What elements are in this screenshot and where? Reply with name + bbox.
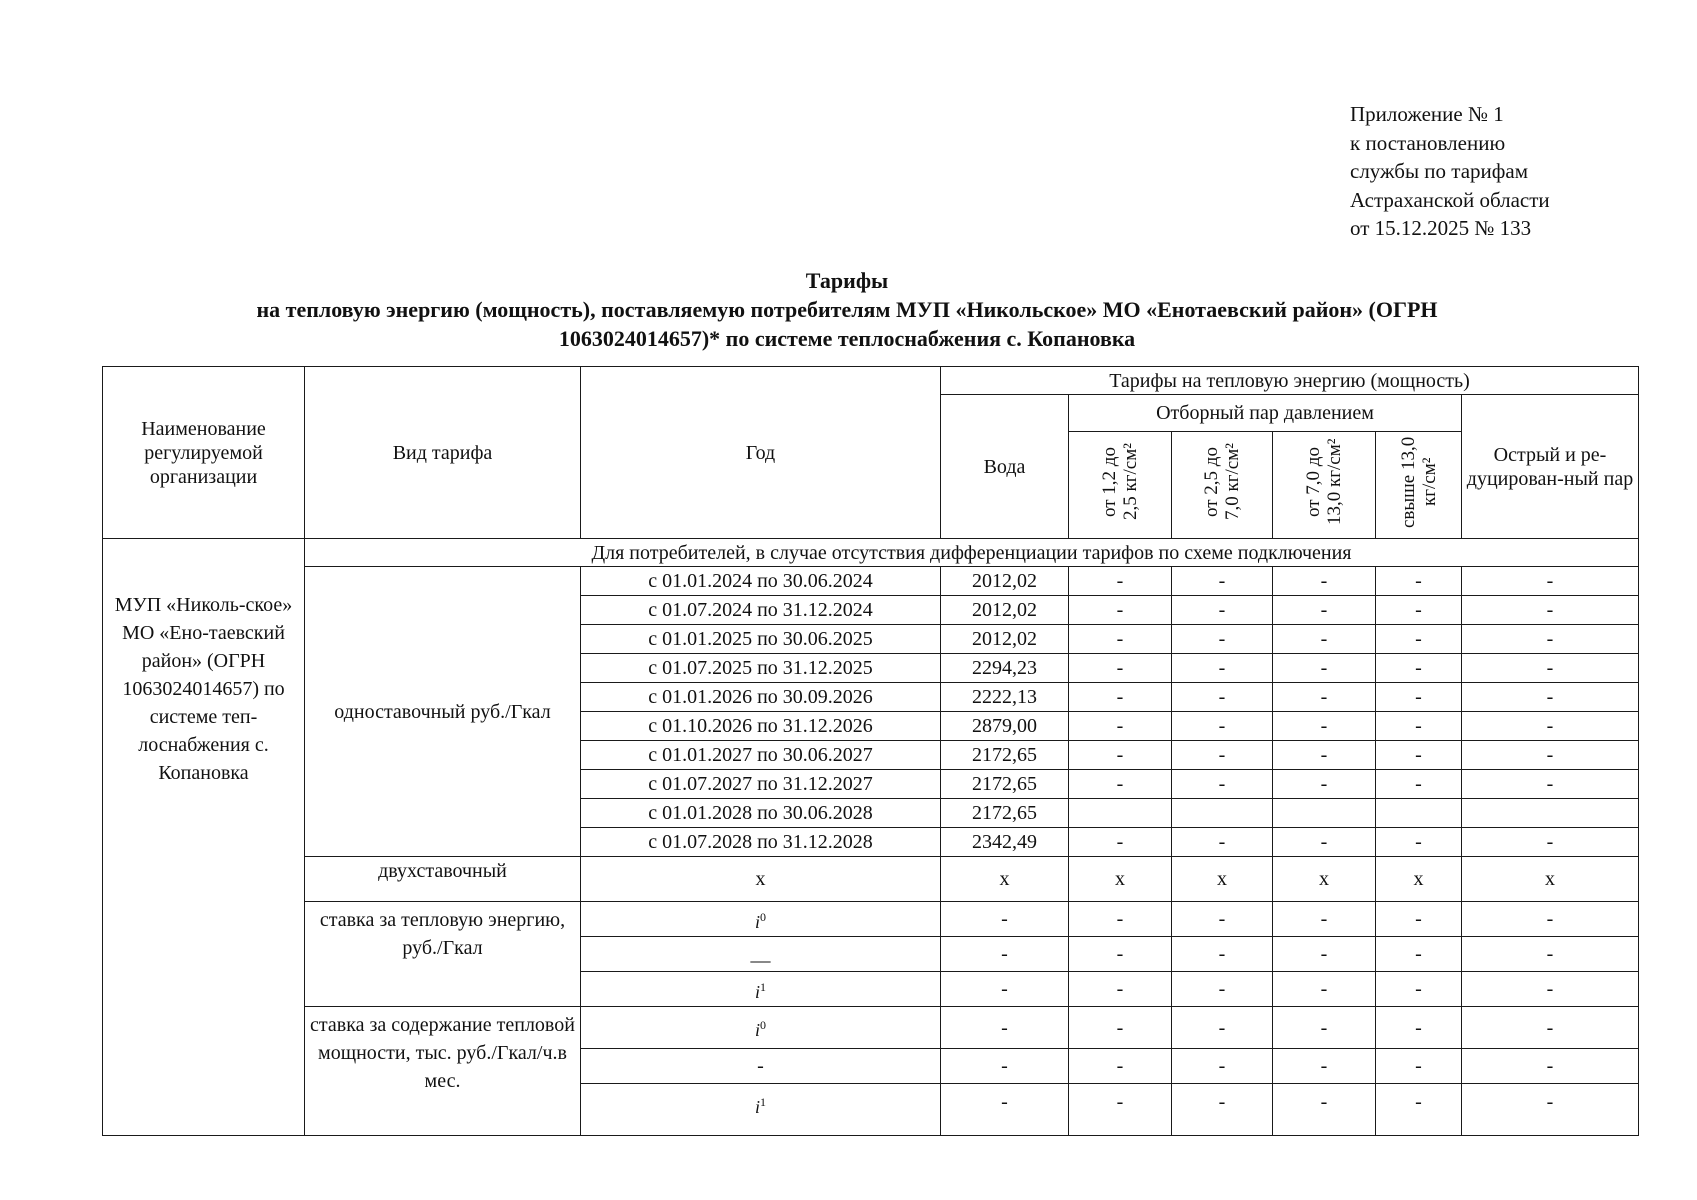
p2-value: - xyxy=(1172,654,1273,683)
dash-cell: - xyxy=(1172,1007,1273,1049)
two-rate-year: x xyxy=(581,857,941,902)
dash-cell: - xyxy=(941,1049,1069,1084)
dash-cell: - xyxy=(1462,937,1639,972)
dash-cell: - xyxy=(1069,1049,1172,1084)
i-zero-symbol: $i^0$ xyxy=(754,1018,766,1040)
water-value: 2172,65 xyxy=(941,799,1069,828)
dash-cell: - xyxy=(1376,937,1462,972)
p4-value: - xyxy=(1376,741,1462,770)
tariffs-table xyxy=(102,366,1639,1136)
p2-value xyxy=(1172,799,1273,828)
rate-symbol xyxy=(581,972,941,1007)
table-row xyxy=(103,1007,1639,1049)
title-line-2: на тепловую энергию (мощность), поставляемую потребителям МУП «Никольское» МО «Енотаевский район» (ОГРН xyxy=(256,297,1438,322)
water-value: 2012,02 xyxy=(941,596,1069,625)
p1-value: - xyxy=(1069,712,1172,741)
dash-cell: - xyxy=(1273,937,1376,972)
p4-value: - xyxy=(1376,596,1462,625)
p3-value: - xyxy=(1273,567,1376,596)
p4-value xyxy=(1376,799,1462,828)
p3-value: - xyxy=(1273,712,1376,741)
dash-cell: - xyxy=(1462,972,1639,1007)
rate-symbol: - xyxy=(581,1049,941,1084)
p4-value: - xyxy=(1376,654,1462,683)
header-pressure-2: от 2,5 до 7,0 кг/см² xyxy=(1172,432,1273,539)
dash-cell: - xyxy=(1172,1049,1273,1084)
p4-value: - xyxy=(1376,712,1462,741)
two-rate-label: двухставочный xyxy=(305,857,581,902)
water-value: 2012,02 xyxy=(941,567,1069,596)
header-pressure-4: свыше 13,0 кг/см² xyxy=(1376,432,1462,539)
dash-cell: - xyxy=(1069,1084,1172,1136)
water-value: 2012,02 xyxy=(941,625,1069,654)
i-one-symbol: $i^1$ xyxy=(754,979,766,1002)
dash-cell: - xyxy=(1462,1084,1639,1136)
dash-cell: - xyxy=(1069,937,1172,972)
period: с 01.07.2024 по 31.12.2024 xyxy=(581,596,941,625)
sharp-value xyxy=(1462,799,1639,828)
p1-value: - xyxy=(1069,654,1172,683)
title-line-1: Тарифы xyxy=(805,268,889,293)
rate-symbol xyxy=(581,902,941,937)
p3-value: - xyxy=(1273,625,1376,654)
annex-line: к постановлению xyxy=(1350,130,1506,155)
sharp-value: - xyxy=(1462,596,1639,625)
water-value: 2294,23 xyxy=(941,654,1069,683)
period: с 01.07.2025 по 31.12.2025 xyxy=(581,654,941,683)
heat-rate-label: ставка за тепловую энергию, руб./Гкал xyxy=(305,902,581,1007)
water-value: 2172,65 xyxy=(941,770,1069,799)
capacity-rate-label: ставка за содержание тепловой мощности, тыс. руб./Гкал/ч.в мес. xyxy=(305,1007,581,1136)
p2-value: - xyxy=(1172,625,1273,654)
p2-value: - xyxy=(1172,828,1273,857)
dash-cell: - xyxy=(1462,1049,1639,1084)
header-org: Наименование регулируемой организации xyxy=(103,367,305,539)
header-sharp-steam: Острый и ре-дуцирован-ный пар xyxy=(1462,395,1639,539)
p2-value: - xyxy=(1172,596,1273,625)
annex-line: Астраханской области xyxy=(1350,187,1550,212)
dash-cell: - xyxy=(941,972,1069,1007)
sharp-value: - xyxy=(1462,770,1639,799)
p2-value: - xyxy=(1172,741,1273,770)
period: с 01.01.2025 по 30.06.2025 xyxy=(581,625,941,654)
two-rate-p3: x xyxy=(1273,857,1376,902)
dash-cell: - xyxy=(1273,972,1376,1007)
two-rate-water: x xyxy=(941,857,1069,902)
water-value: 2879,00 xyxy=(941,712,1069,741)
period: с 01.10.2026 по 31.12.2026 xyxy=(581,712,941,741)
p4-value: - xyxy=(1376,567,1462,596)
p3-value: - xyxy=(1273,596,1376,625)
dash-cell: - xyxy=(941,1007,1069,1049)
period: с 01.01.2027 по 30.06.2027 xyxy=(581,741,941,770)
org-name: МУП «Николь-ское» МО «Ено-таевский район» (ОГРН 1063024014657) по системе теп-лоснабжения с. Копановка xyxy=(103,539,305,1136)
sharp-value: - xyxy=(1462,712,1639,741)
header-steam-group: Отборный пар давлением xyxy=(1069,395,1462,432)
dash-cell: - xyxy=(1273,1007,1376,1049)
p1-value xyxy=(1069,799,1172,828)
dash-cell: - xyxy=(1376,972,1462,1007)
title-line-3: 1063024014657)* по системе теплоснабжения с. Копановка xyxy=(558,326,1136,351)
dash-cell: - xyxy=(1172,1084,1273,1136)
dash-cell: - xyxy=(1376,902,1462,937)
i-one-symbol: $i^1$ xyxy=(754,1095,766,1117)
sharp-value: - xyxy=(1462,625,1639,654)
dash-cell: - xyxy=(1462,1007,1639,1049)
dash-cell: - xyxy=(941,937,1069,972)
dash-cell: - xyxy=(1273,1049,1376,1084)
p4-value: - xyxy=(1376,828,1462,857)
annex-line: службы по тарифам xyxy=(1350,159,1528,183)
p3-value: - xyxy=(1273,654,1376,683)
dash-cell: - xyxy=(941,902,1069,937)
two-rate-p1: x xyxy=(1069,857,1172,902)
document-title xyxy=(100,266,1594,353)
header-water: Вода xyxy=(941,395,1069,539)
header-pressure-3: от 7,0 до 13,0 кг/см² xyxy=(1273,432,1376,539)
section-title: Для потребителей, в случае отсутствия дифференциации тарифов по схеме подключения xyxy=(305,539,1639,567)
table-row xyxy=(103,857,1639,902)
p2-value: - xyxy=(1172,712,1273,741)
dash-cell: - xyxy=(1273,902,1376,937)
period: с 01.07.2027 по 31.12.2027 xyxy=(581,770,941,799)
p1-value: - xyxy=(1069,596,1172,625)
water-value: 2342,49 xyxy=(941,828,1069,857)
water-value: 2222,13 xyxy=(941,683,1069,712)
p4-value: - xyxy=(1376,683,1462,712)
table-row xyxy=(103,902,1639,937)
period: с 01.07.2028 по 31.12.2028 xyxy=(581,828,941,857)
sharp-value: - xyxy=(1462,654,1639,683)
period: с 01.01.2024 по 30.06.2024 xyxy=(581,567,941,596)
period: с 01.01.2028 по 30.06.2028 xyxy=(581,799,941,828)
p2-value: - xyxy=(1172,683,1273,712)
header-tariff-type: Вид тарифа xyxy=(305,367,581,539)
annex-line: Приложение № 1 xyxy=(1350,102,1504,126)
dash-cell: - xyxy=(1376,1007,1462,1049)
dash-cell: - xyxy=(941,1084,1069,1136)
header-pressure-1: от 1,2 до 2,5 кг/см² xyxy=(1069,432,1172,539)
sharp-value: - xyxy=(1462,683,1639,712)
sharp-value: - xyxy=(1462,567,1639,596)
two-rate-sharp: x xyxy=(1462,857,1639,902)
i-zero-symbol: $i^0$ xyxy=(754,909,766,932)
rate-symbol: __ xyxy=(581,937,941,972)
table-row xyxy=(103,567,1639,596)
dash-cell: - xyxy=(1172,902,1273,937)
p1-value: - xyxy=(1069,828,1172,857)
sharp-value: - xyxy=(1462,741,1639,770)
p1-value: - xyxy=(1069,741,1172,770)
sharp-value: - xyxy=(1462,828,1639,857)
p2-value: - xyxy=(1172,770,1273,799)
header-tariffs-group: Тарифы на тепловую энергию (мощность) xyxy=(941,367,1639,395)
p3-value: - xyxy=(1273,770,1376,799)
rate-symbol xyxy=(581,1007,941,1049)
header-year: Год xyxy=(581,367,941,539)
period: с 01.01.2026 по 30.09.2026 xyxy=(581,683,941,712)
dash-cell: - xyxy=(1172,937,1273,972)
p4-value: - xyxy=(1376,625,1462,654)
rate-symbol xyxy=(581,1084,941,1136)
p1-value: - xyxy=(1069,625,1172,654)
annex-line: от 15.12.2025 № 133 xyxy=(1350,216,1532,240)
dash-cell: - xyxy=(1172,972,1273,1007)
dash-cell: - xyxy=(1376,1049,1462,1084)
annex-block xyxy=(1350,100,1550,243)
two-rate-p2: x xyxy=(1172,857,1273,902)
two-rate-p4: x xyxy=(1376,857,1462,902)
dash-cell: - xyxy=(1376,1084,1462,1136)
water-value: 2172,65 xyxy=(941,741,1069,770)
p3-value: - xyxy=(1273,828,1376,857)
p1-value: - xyxy=(1069,770,1172,799)
dash-cell: - xyxy=(1069,972,1172,1007)
single-rate-label: одноставочный руб./Гкал xyxy=(305,567,581,857)
dash-cell: - xyxy=(1069,1007,1172,1049)
p1-value: - xyxy=(1069,683,1172,712)
p1-value: - xyxy=(1069,567,1172,596)
p3-value: - xyxy=(1273,683,1376,712)
dash-cell: - xyxy=(1462,902,1639,937)
p2-value: - xyxy=(1172,567,1273,596)
p3-value xyxy=(1273,799,1376,828)
p3-value: - xyxy=(1273,741,1376,770)
dash-cell: - xyxy=(1273,1084,1376,1136)
p4-value: - xyxy=(1376,770,1462,799)
dash-cell: - xyxy=(1069,902,1172,937)
